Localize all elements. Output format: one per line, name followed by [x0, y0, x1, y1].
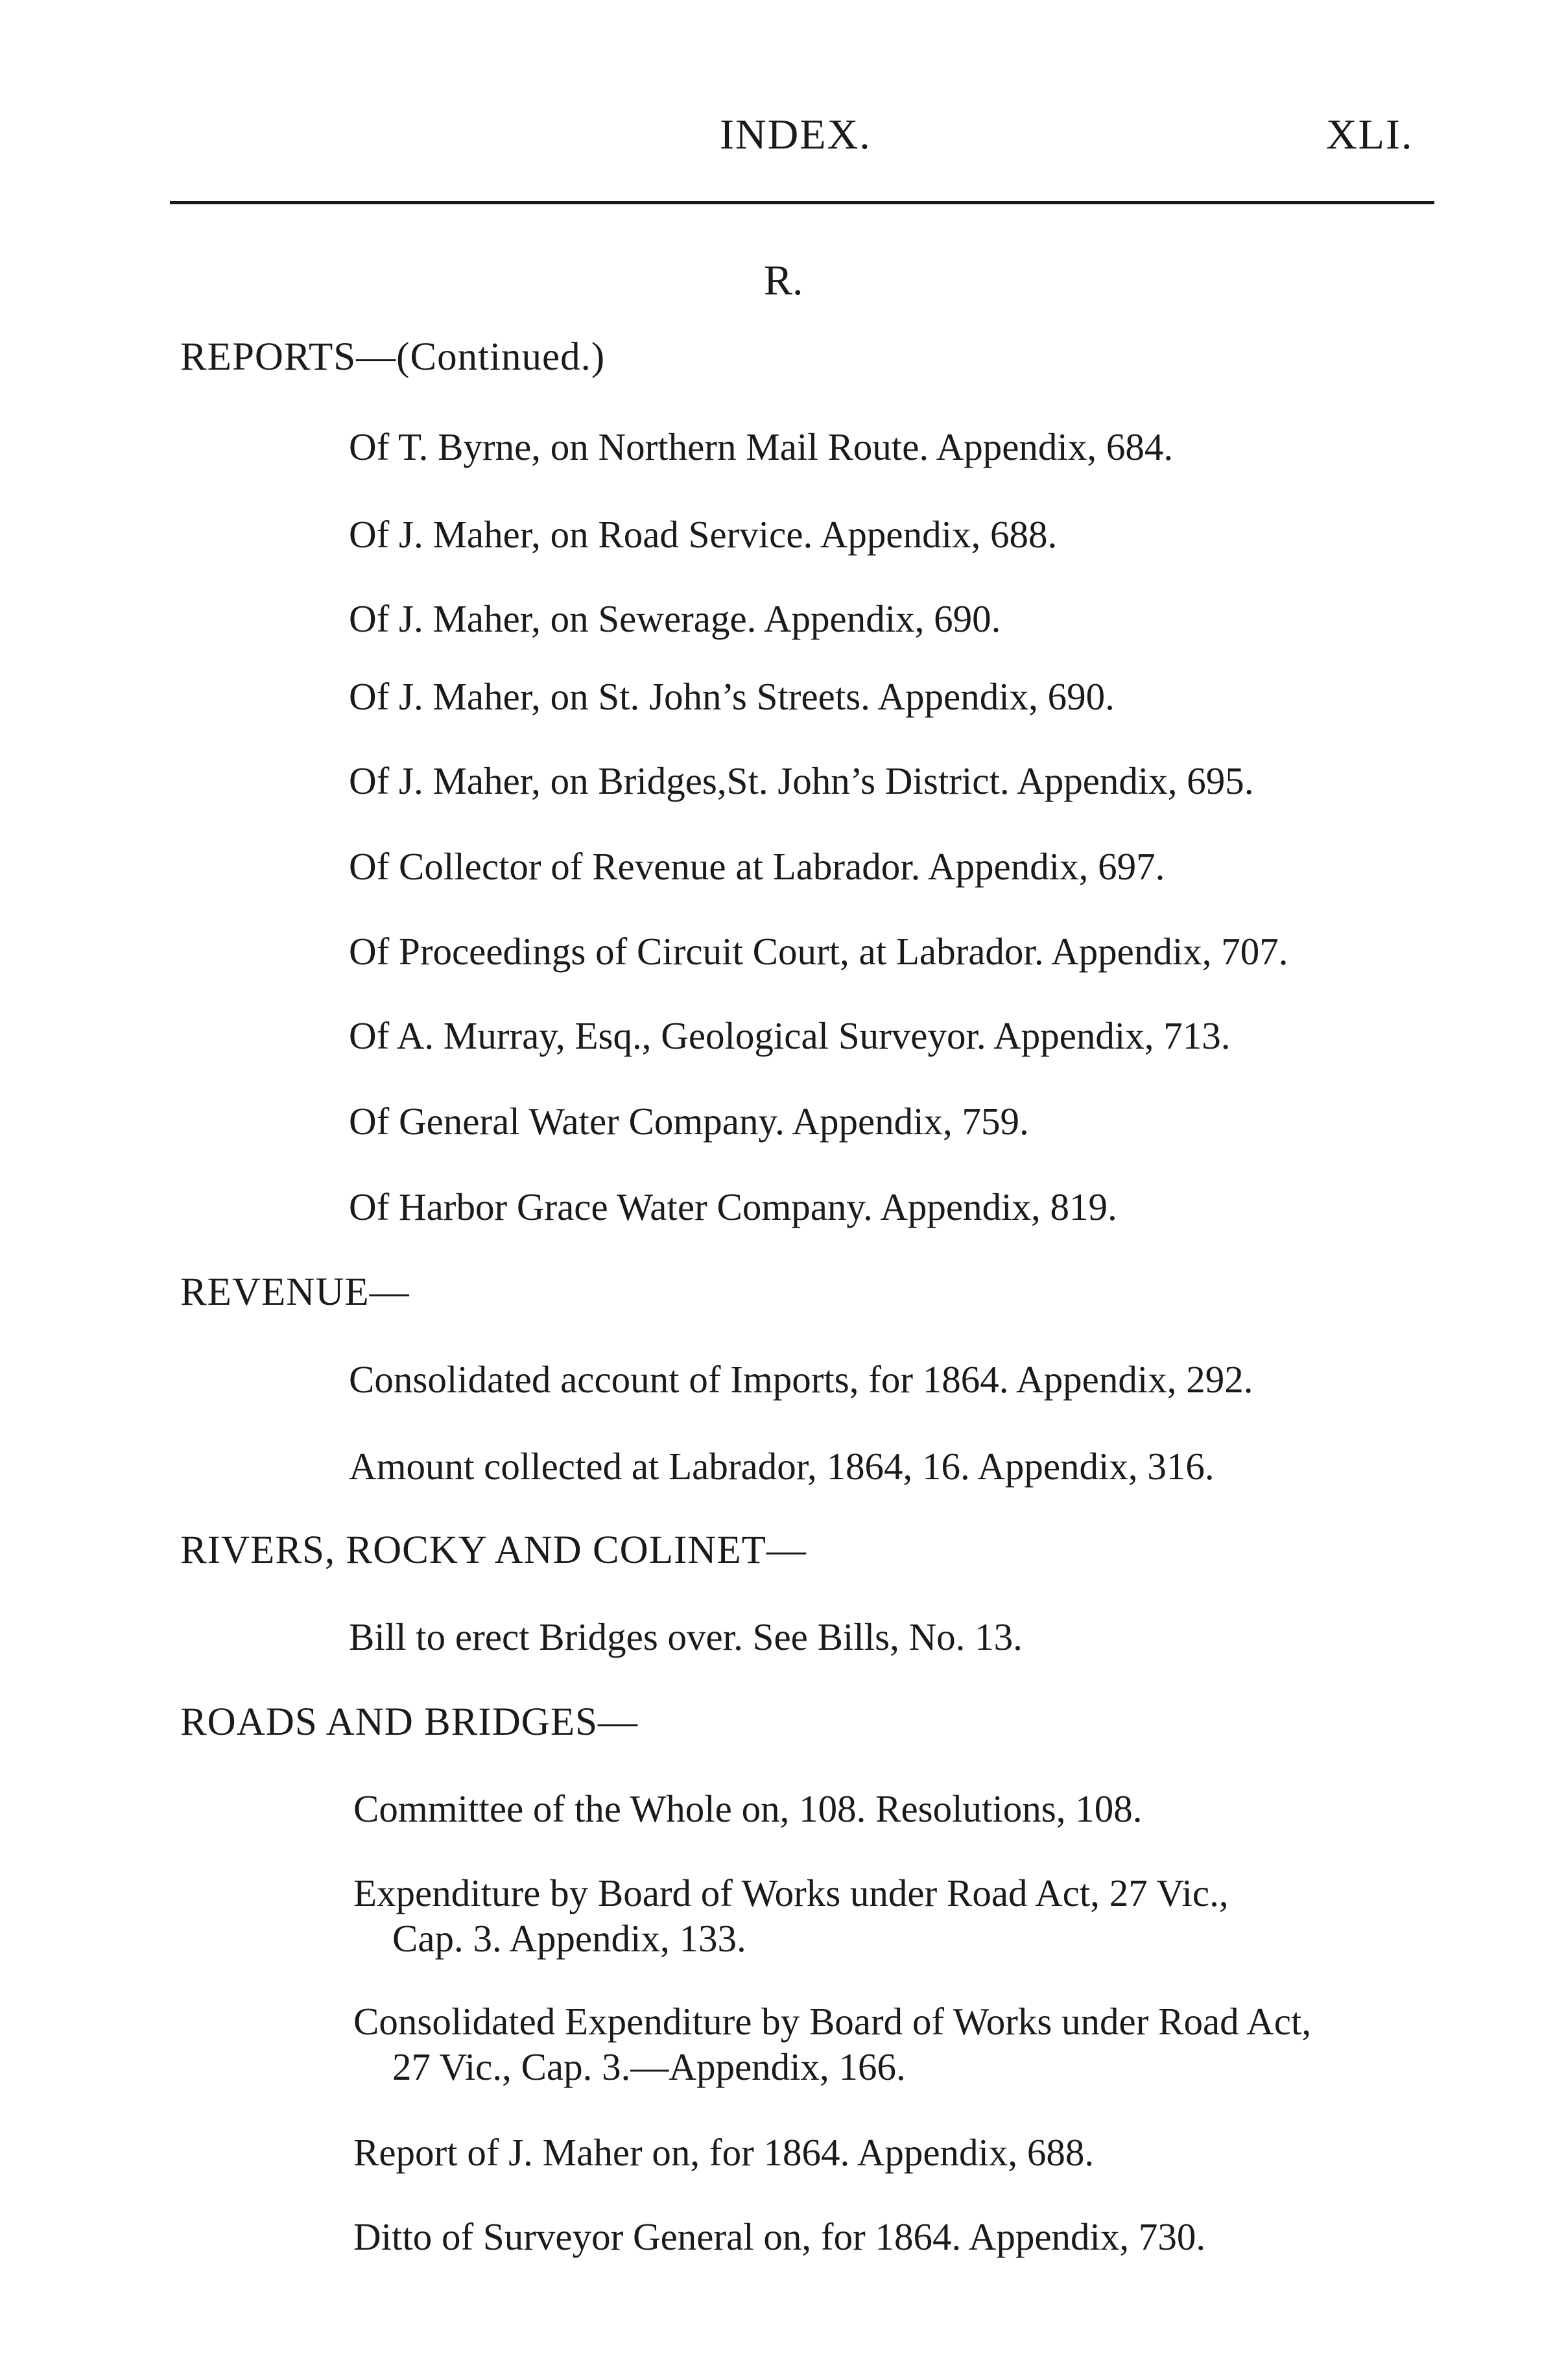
header-rule [170, 201, 1434, 204]
index-heading-reports: REPORTS—(Continued.) [180, 335, 606, 379]
page-header [0, 0, 1553, 195]
index-entry: Of T. Byrne, on Northern Mail Route. Appendix, 684. [349, 425, 1174, 468]
index-entry: Amount collected at Labrador, 1864, 16. Appendix, 316. [349, 1445, 1215, 1488]
index-heading-revenue: REVENUE— [180, 1270, 410, 1314]
page-number: XLI. [1326, 111, 1414, 158]
index-entry: Of General Water Company. Appendix, 759. [349, 1100, 1029, 1143]
running-title: INDEX. [720, 111, 871, 158]
index-entry: Of J. Maher, on Bridges,St. John’s District. Appendix, 695. [349, 759, 1254, 802]
index-entry: Of J. Maher, on Road Service. Appendix, 688. [349, 513, 1058, 556]
index-entry: Of Harbor Grace Water Company. Appendix, 819. [349, 1185, 1117, 1228]
index-entry: Expenditure by Board of Works under Road Act, 27 Vic., [353, 1872, 1229, 1914]
index-heading-rivers: RIVERS, ROCKY AND COLINET— [180, 1529, 807, 1572]
index-entry: Of Collector of Revenue at Labrador. Appendix, 697. [349, 845, 1165, 888]
index-entry: Consolidated account of Imports, for 1864. Appendix, 292. [349, 1358, 1253, 1401]
index-entry: Report of J. Maher on, for 1864. Appendix, 688. [353, 2131, 1095, 2174]
index-heading-roads: ROADS AND BRIDGES— [180, 1700, 639, 1744]
index-entry: Bill to erect Bridges over. See Bills, No. 13. [349, 1615, 1023, 1658]
index-entry: Of Proceedings of Circuit Court, at Labrador. Appendix, 707. [349, 930, 1288, 973]
index-entry: Of J. Maher, on Sewerage. Appendix, 690. [349, 597, 1001, 640]
section-letter: R. [764, 257, 803, 304]
index-entry: Consolidated Expenditure by Board of Works under Road Act, [353, 2000, 1312, 2043]
index-entry: Of J. Maher, on St. John’s Streets. Appendix, 690. [349, 675, 1115, 718]
index-entry-continued: 27 Vic., Cap. 3.—Appendix, 166. [392, 2045, 906, 2088]
index-entry-continued: Cap. 3. Appendix, 133. [392, 1917, 746, 1960]
index-entry: Of A. Murray, Esq., Geological Surveyor. Appendix, 713. [349, 1014, 1231, 1057]
index-entry: Ditto of Surveyor General on, for 1864. Appendix, 730. [353, 2215, 1206, 2258]
index-entry: Committee of the Whole on, 108. Resolutions, 108. [353, 1787, 1143, 1830]
